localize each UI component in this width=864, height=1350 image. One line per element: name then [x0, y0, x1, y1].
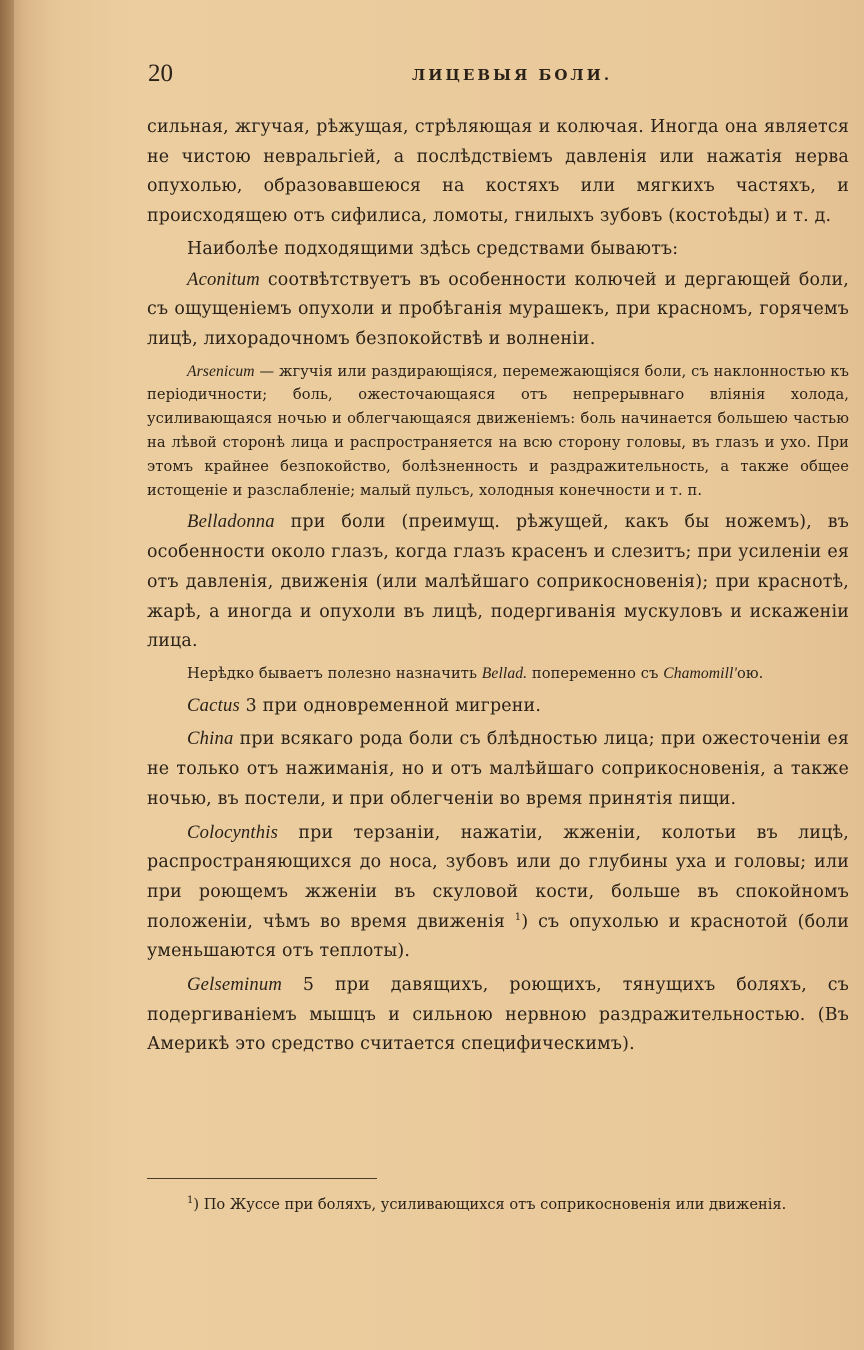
paragraph-belladonna-note [147, 662, 849, 686]
page-body [147, 113, 849, 1060]
remedy-name: Bellad. [481, 664, 528, 682]
paragraph-text: ) съ опухолью и краснотой (боли уменьшаются отъ теплоты). [147, 911, 849, 962]
paragraph-text: при всякаго рода боли съ блѣдностью лица; при ожесточенiи ея не только отъ нажиманiя, но и отъ малѣйшаго соприкосновенiя, а также ночью, въ постели, и при облегченiи во время принятiя пищи. [147, 729, 849, 809]
running-title: ЛИЦЕВЫЯ БОЛИ. [412, 66, 613, 84]
paragraph-text: — жгучiя или раздирающiяся, перемежающiяся боли, съ наклонностью къ перiодичности; боль, ожесточающаяся отъ непрерывнаго влiянiя холода, усиливающаяся ночью и облегчающаяся движенiемъ: боль начинается большею частью на лѣвой сторонѣ лица и распространяется на всю сторону головы, въ глазъ и ухо. При этомъ крайнее безпокойство, болѣзненность и раздражительность, а также общее истощенiе и разслабленiе; малый пульсъ, холодныя конечности и т. п. [147, 362, 849, 499]
remedy-name: Chamomill' [663, 664, 737, 682]
paragraph-text: 5 при давящихъ, роющихъ, тянущихъ боляхъ, съ подергиванiемъ мышцъ и сильною нервною раздражительностью. (Въ Америкѣ это средство считается специфическимъ). [147, 975, 849, 1055]
paragraph-arsenicum [147, 360, 849, 503]
page-header [148, 60, 848, 90]
paragraph-text: при терзанiи, нажатiи, жженiи, колотьи въ лицѣ, распространяющихся до носа, зубовъ или до глубины уха и головы; или при роющемъ жженiи въ скуловой кости, больше въ спокойномъ положенiи, чѣмъ во время движенiя [147, 822, 849, 932]
paragraph-china [147, 724, 849, 814]
paragraph-remedies-intro [147, 235, 849, 265]
paragraph-belladonna [147, 507, 849, 657]
remedy-name: Aconitum [187, 268, 260, 290]
footnote-mark: 1 [187, 1195, 194, 1207]
paragraph-text: ою. [736, 664, 764, 682]
paragraph-continuation [147, 113, 849, 232]
remedy-name: Cactus [187, 694, 240, 716]
remedy-name: Arsenicum [187, 362, 255, 380]
paragraph-text: 3 при одновременной мигрени. [239, 695, 542, 716]
paragraph-gelseminum [147, 970, 849, 1060]
paragraph-text: Наиболѣе подходящими здѣсь средствами бываютъ: [187, 238, 679, 259]
footnote-divider [147, 1178, 377, 1179]
footnote-text: ) По Жуссе при боляхъ, усиливающихся отъ соприкосновенiя или движенiя. [193, 1196, 787, 1213]
paragraph-text: попеременно съ [527, 664, 664, 682]
paragraph-text: сильная, жгучая, рѣжущая, стрѣляющая и колючая. Иногда она является не чистою невральгiей, а послѣдствiемъ давленiя или нажатiя нерва опухолью, образовавшеюся на костяхъ или мягкихъ частяхъ, и происходящею отъ сифилиса, ломоты, гнилыхъ зубовъ (костоѣды) и т. д. [147, 117, 849, 227]
remedy-name: Belladonna [187, 511, 275, 533]
page-number: 20 [148, 60, 173, 87]
footnote-reference: 1 [514, 911, 522, 923]
paragraph-aconitum [147, 265, 849, 355]
book-spine-shadow [0, 0, 14, 1350]
remedy-name: Gelseminum [187, 974, 283, 996]
paragraph-text: при боли (преимущ. рѣжущей, какъ бы ножемъ), въ особенности около глазъ, когда глазъ красенъ и слезитъ; при усиленiи ея отъ давленiя, движенiя (или малѣйшаго соприкосновенiя); при краснотѣ, жарѣ, а иногда и опухоли въ лицѣ, подергиванiя мускуловъ и искаженiи лица. [147, 512, 849, 652]
paragraph-text: соотвѣтствуетъ въ особенности колючей и дергающей боли, съ ощущенiемъ опухоли и пробѣганiя мурашекъ, при красномъ, горячемъ лицѣ, лихорадочномъ безпокойствѣ и волненiи. [147, 269, 849, 349]
paragraph-cactus [147, 691, 849, 722]
remedy-name: China [187, 728, 234, 750]
paragraph-colocynthis [147, 818, 849, 968]
remedy-name: Colocynthis [187, 821, 279, 843]
paragraph-text: Нерѣдко бываетъ полезно назначить [187, 664, 482, 682]
footnote [147, 1193, 847, 1217]
